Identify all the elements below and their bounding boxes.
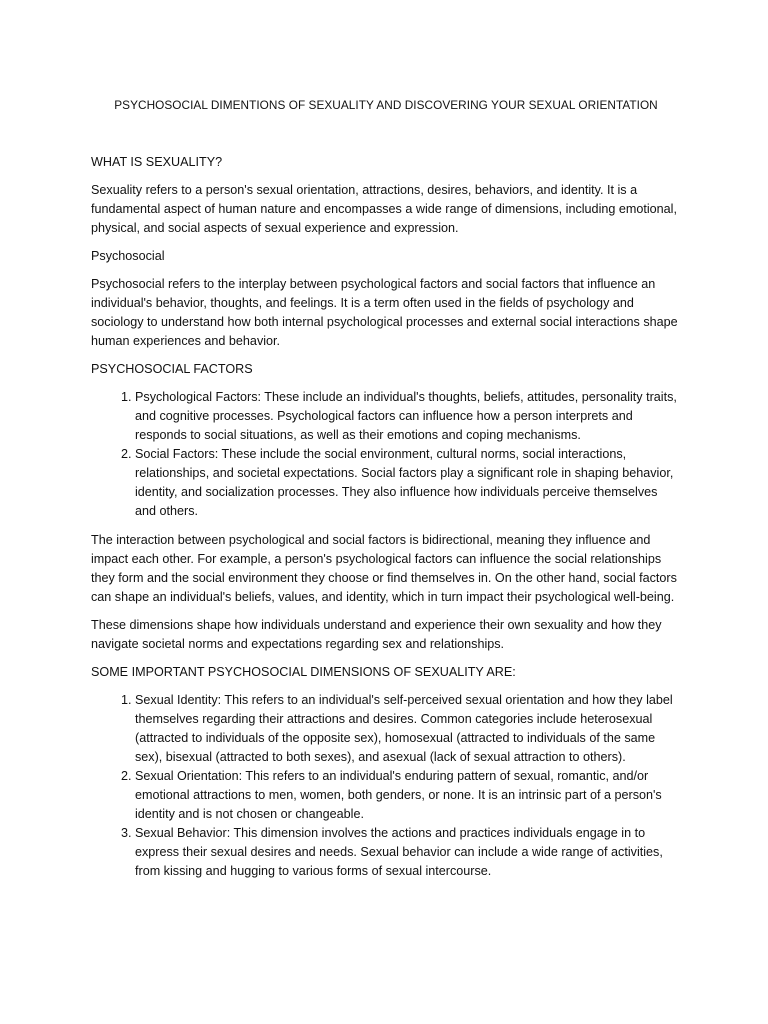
list-item-social-factors: 2. Social Factors: These include the social environment, cultural norms, social interactions, relationships, and societal expectations. Social factors play a significant role in shaping behavior, identity, and socialization processes. They also influence how individuals perceive themselves and others. xyxy=(135,445,681,521)
psychosocial-factors-list xyxy=(91,388,681,521)
list-item-sexual-behavior: 3. Sexual Behavior: This dimension involves the actions and practices individuals engage in to express their sexual desires and needs. Sexual behavior can include a wide range of activities, from kissing and hugging to various forms of sexual intercourse. xyxy=(135,824,681,881)
list-item-sexual-identity: 1. Sexual Identity: This refers to an individual's self-perceived sexual orientation and how they label themselves regarding their attractions and desires. Common categories include heterosexual (attracted to individuals of the opposite sex), homosexual (attracted to individuals of the same sex), bisexual (attracted to both sexes), and asexual (lack of sexual attraction to others). xyxy=(135,691,681,767)
psychosocial-heading: Psychosocial xyxy=(91,249,165,263)
psychosocial-factors-heading: PSYCHOSOCIAL FACTORS xyxy=(91,362,253,376)
what-is-sexuality-heading: WHAT IS SEXUALITY? xyxy=(91,155,223,169)
important-dimensions-heading: SOME IMPORTANT PSYCHOSOCIAL DIMENSIONS OF SEXUALITY ARE: xyxy=(91,665,516,679)
list-item-psychological-factors: 1. Psychological Factors: These include an individual's thoughts, beliefs, attitudes, personality traits, and cognitive processes. Psychological factors can influence how a person interprets and responds to social situations, as well as their emotions and coping mechanisms. xyxy=(135,388,681,445)
list-item-sexual-orientation: 2. Sexual Orientation: This refers to an individual's enduring pattern of sexual, romantic, and/or emotional attractions to men, women, both genders, or none. It is an intrinsic part of a person's identity and is not chosen or changeable. xyxy=(135,767,681,824)
document-page xyxy=(91,96,681,891)
interaction-paragraph: The interaction between psychological and social factors is bidirectional, meaning they influence and impact each other. For example, a person's psychological factors can influence the social relationships they form and the social environment they choose or find themselves in. On the other hand, social factors can shape an individual's beliefs, values, and identity, which in turn impact their psychological well-being. xyxy=(91,533,677,604)
what-is-sexuality-paragraph: Sexuality refers to a person's sexual orientation, attractions, desires, behaviors, and identity. It is a fundamental aspect of human nature and encompasses a wide range of dimensions, including emotional, physical, and social aspects of sexual experience and expression. xyxy=(91,183,677,235)
dimensions-list xyxy=(91,691,681,881)
dimensions-paragraph: These dimensions shape how individuals understand and experience their own sexuality and how they navigate societal norms and expectations regarding sex and relationships. xyxy=(91,618,662,651)
document-title: PSYCHOSOCIAL DIMENTIONS OF SEXUALITY AND DISCOVERING YOUR SEXUAL ORIENTATION xyxy=(114,98,658,112)
psychosocial-paragraph: Psychosocial refers to the interplay between psychological factors and social factors that influence an individual's behavior, thoughts, and feelings. It is a term often used in the fields of psychology and sociology to understand how both internal psychological processes and external social interactions shape human experiences and behavior. xyxy=(91,277,678,348)
